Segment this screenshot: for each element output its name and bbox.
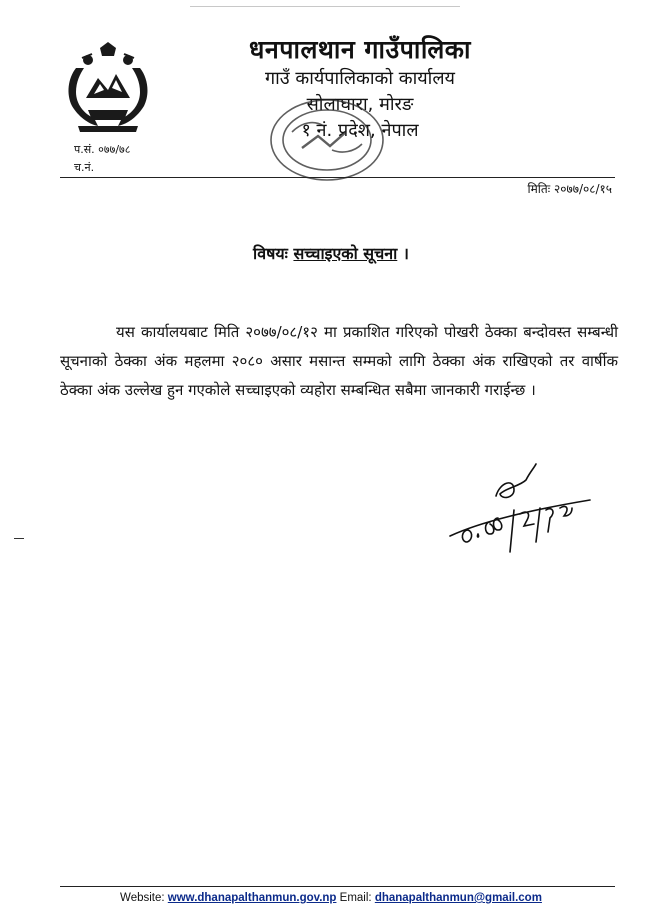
website-link[interactable]: www.dhanapalthanmun.gov.np — [167, 892, 337, 904]
office-name: गाउँ कार्यपालिकाको कार्यालय — [265, 68, 455, 89]
scan-edge-line — [190, 6, 460, 7]
header-divider — [60, 177, 615, 178]
footer — [0, 892, 662, 904]
reference-number: प.सं. ०७७/७८ — [74, 143, 131, 156]
subject-end: । — [402, 244, 409, 263]
footer-divider — [60, 886, 615, 887]
office-seal-stamp — [262, 92, 392, 188]
handwritten-signature — [440, 452, 600, 602]
subject-prefix: विषयः — [253, 244, 288, 263]
letter-date: मितिः २०७७/०८/१५ — [527, 182, 612, 196]
email-label: Email: — [339, 892, 372, 904]
email-link[interactable]: dhanapalthanmun@gmail.com — [374, 892, 542, 904]
subject-line — [0, 242, 662, 264]
margin-mark — [14, 538, 24, 539]
office-location: सोलाघारा, मोरङ — [306, 94, 414, 115]
office-province-country: १ नं. प्रदेश, नेपाल — [301, 120, 419, 141]
subject-title: सच्चाइएको सूचना — [293, 244, 398, 263]
organization-name: धनपालथान गाउँपालिका — [249, 35, 471, 64]
nepal-emblem-icon — [58, 38, 158, 134]
notice-body: यस कार्यालयबाट मिति २०७७/०८/१२ मा प्रकाशित गरिएको पोखरी ठेक्का बन्दोवस्त सम्बन्धी सूचनाको ठेक्का अंक महलमा २०८० असार मसान्त सम्मको लागि ठेक्का अंक राखिएको तर वार्षीक ठेक्का अंक उल्लेख हुन गएकोले सच्चाइएको व्यहोरा सम्बन्धित सबैमा जानकारी गराईन्छ । — [60, 323, 618, 399]
dispatch-number: च.नं. — [74, 161, 95, 174]
website-label: Website: — [120, 892, 165, 904]
